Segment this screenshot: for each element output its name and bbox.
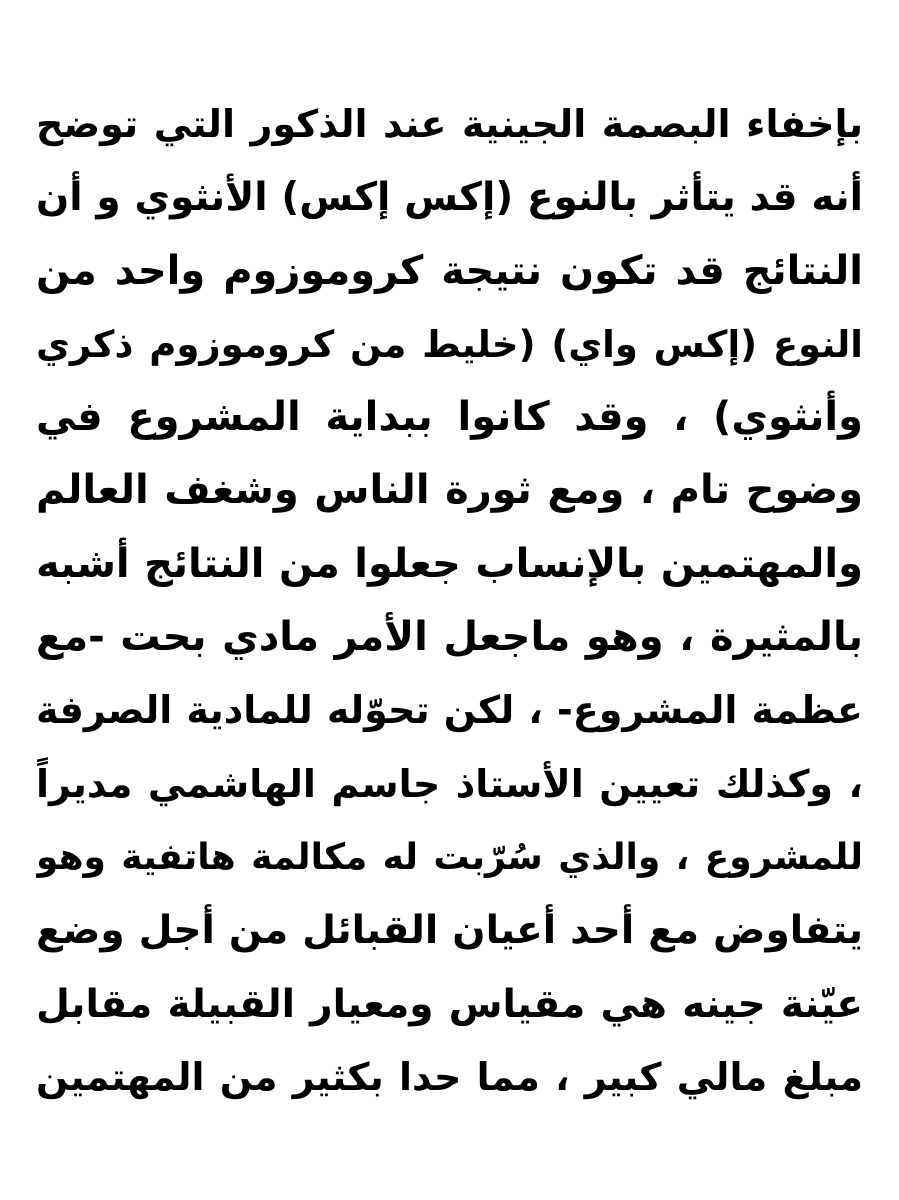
- text-line: بالمثيرة ، وهو ماجعل الأمر مادي بحت -مع: [36, 614, 863, 661]
- text-line: مبلغ مالي كبير ، مما حدا بكثير من المهتمين: [36, 1054, 863, 1099]
- text-line: بإخفاء البصمة الجينية عند الذكور التي توضح: [36, 102, 863, 146]
- text-line: للمشروع ، والذي سُرّبت له مكالمة هاتفية وهو: [36, 836, 863, 878]
- text-line: يتفاوض مع أحد أعيان القبائل من أجل وضع: [36, 908, 863, 954]
- text-line: عظمة المشروع- ، لكن تحوّله للمادية الصرفة: [36, 688, 863, 733]
- text-line: ، وكذلك تعيين الأستاذ جاسم الهاشمي مديراً: [36, 761, 863, 806]
- text-line: أنه قد يتأثر بالنوع (إكس إكس) الأنثوي و أن: [36, 175, 863, 221]
- text-line: النوع (إكس واي) (خليط من كروموزوم ذكري: [36, 322, 863, 366]
- arabic-paragraph: [36, 88, 863, 1114]
- text-line: عيّنة جينه هي مقياس ومعيار القبيلة مقابل: [36, 981, 863, 1027]
- text-line: النتائج قد تكون نتيجة كروموزوم واحد من: [36, 247, 863, 294]
- text-line: وضوح تام ، ومع ثورة الناس وشغف العالم: [36, 467, 863, 514]
- text-line: وأنثوي) ، وقد كانوا ببداية المشروع في: [36, 394, 863, 441]
- text-line: والمهتمين بالإنساب جعلوا من النتائج أشبه: [36, 540, 863, 587]
